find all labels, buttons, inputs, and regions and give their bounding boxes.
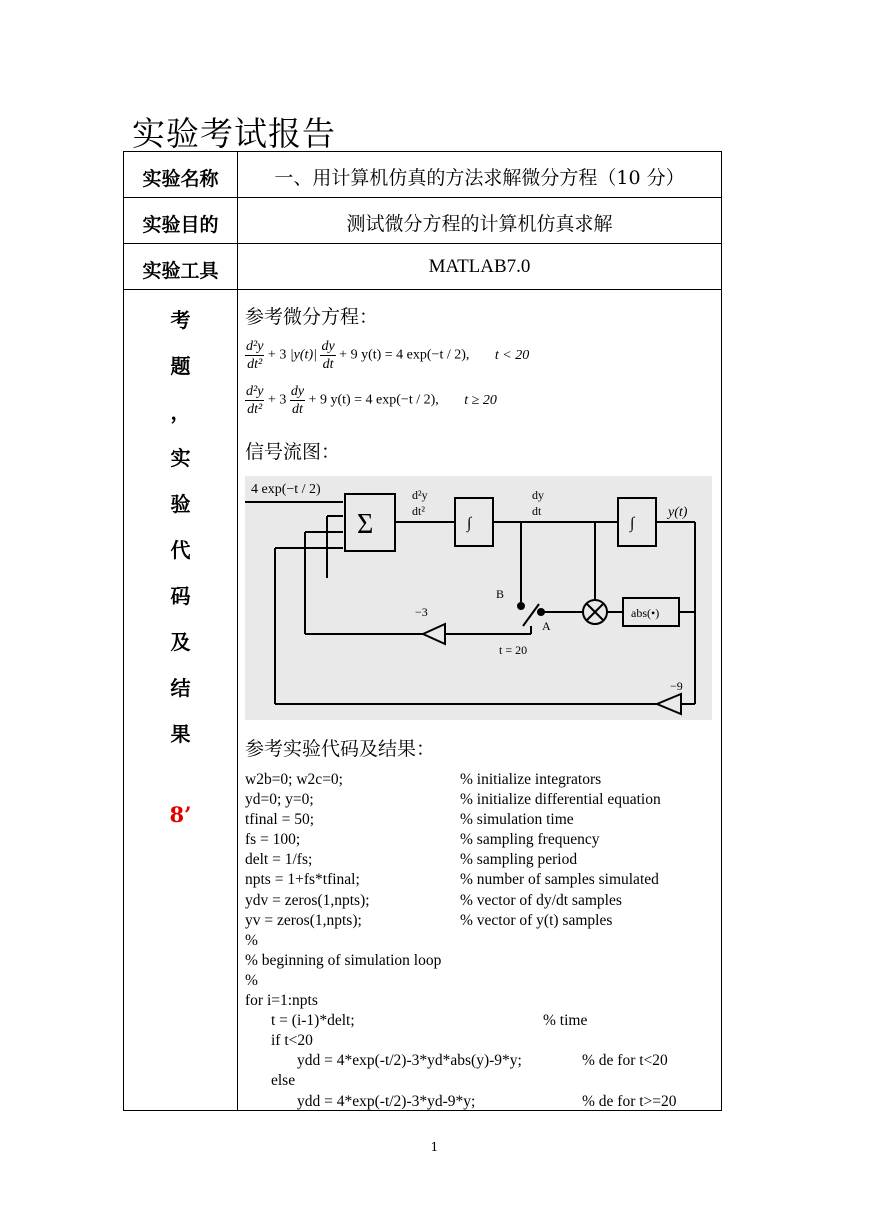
code-line [245, 1051, 668, 1071]
output-label: y(t) [668, 505, 688, 520]
code-comment: % time [543, 1012, 588, 1030]
code-line [245, 951, 522, 971]
eq2-num2: dy [290, 384, 305, 399]
experiment-name-label: 实验名称 [142, 168, 219, 190]
code-comment: % de for t>=20 [582, 1092, 677, 1110]
sum-symbol: Σ [357, 509, 374, 540]
code-line [245, 870, 659, 890]
equation-heading: 参考微分方程： [245, 306, 379, 328]
eq2-den: dt² [247, 402, 263, 417]
code-block [245, 770, 677, 1112]
code-line [245, 971, 522, 991]
code-statement: ydd = 4*exp(-t/2)-3*yd*abs(y)-9*y; [297, 1052, 522, 1070]
vertical-char: 果 [170, 722, 191, 746]
row-divider [124, 197, 721, 198]
code-statement: else [271, 1072, 296, 1090]
code-comment: % de for t<20 [582, 1052, 668, 1070]
experiment-purpose-label: 实验目的 [142, 214, 219, 236]
section-label-vertical [124, 297, 237, 757]
experiment-tool-label: 实验工具 [142, 260, 219, 282]
code-line [245, 1071, 522, 1091]
code-statement: if t<20 [271, 1032, 313, 1050]
code-statement: fs = 100; [245, 831, 301, 849]
eq1-den2: dt [322, 357, 334, 372]
signal-flow-diagram [245, 476, 712, 720]
code-comment: % vector of y(t) samples [460, 911, 613, 929]
code-line [245, 891, 622, 911]
code-line [245, 931, 522, 951]
code-line [245, 1011, 588, 1031]
code-statement: % [245, 931, 258, 949]
vertical-char: 及 [170, 630, 191, 654]
eq1-den: dt² [247, 357, 263, 372]
eq1-abs: |y(t)| [289, 347, 317, 363]
experiment-tool-value: MATLAB7.0 [428, 256, 531, 277]
dy-label: dy [532, 488, 544, 502]
code-statement: ydv = zeros(1,npts); [245, 891, 370, 909]
switch-b-label: B [496, 587, 505, 601]
integrator-symbol: ∫ [467, 515, 472, 532]
code-line [245, 1031, 522, 1051]
code-statement: tfinal = 50; [245, 811, 315, 829]
vertical-char: 验 [170, 492, 191, 516]
code-statement: t = (i-1)*delt; [271, 1012, 355, 1030]
integrator-symbol: ∫ [630, 515, 635, 532]
column-divider [237, 152, 238, 1110]
eq2-rest: + 9 y(t) = 4 exp(−t / 2), [308, 392, 439, 408]
row-divider [124, 289, 721, 290]
page-number: 1 [430, 1140, 439, 1154]
switch-time-label: t = 20 [499, 643, 528, 657]
gain-9-label: −9 [670, 679, 683, 693]
eq1-num: d²y [246, 339, 264, 354]
abs-block-label: abs(•) [631, 606, 660, 620]
equation-2 [245, 383, 497, 418]
eq1-condition: t < 20 [494, 347, 530, 363]
experiment-name-value: 一、用计算机仿真的方法求解微分方程（10 分） [274, 167, 685, 189]
vertical-char: 代 [170, 538, 191, 562]
code-statement: npts = 1+fs*tfinal; [245, 871, 360, 889]
vertical-char: 结 [170, 676, 191, 700]
code-statement: % beginning of simulation loop [245, 951, 442, 969]
code-statement: yd=0; y=0; [245, 791, 314, 809]
eq2-term: + 3 [267, 392, 287, 408]
code-statement: delt = 1/fs; [245, 851, 313, 869]
code-line [245, 991, 522, 1011]
code-comment: % vector of dy/dt samples [460, 891, 622, 909]
code-line [245, 810, 574, 830]
code-comment: % simulation time [460, 811, 574, 829]
gain-3-label: −3 [415, 605, 428, 619]
switch-a-label: A [542, 619, 551, 633]
code-comment: % sampling frequency [460, 831, 600, 849]
code-statement: ydd = 4*exp(-t/2)-3*yd-9*y; [297, 1092, 476, 1110]
page-title: 实验考试报告 [132, 114, 336, 153]
code-statement: yv = zeros(1,npts); [245, 911, 362, 929]
score-mark: 8’ [169, 802, 192, 827]
vertical-char: 题 [170, 354, 191, 378]
code-heading: 参考实验代码及结果： [245, 738, 436, 760]
eq2-num: d²y [246, 384, 264, 399]
code-line [245, 770, 602, 790]
code-statement: % [245, 971, 258, 989]
eq2-condition: t ≥ 20 [464, 392, 497, 408]
code-line [245, 790, 661, 810]
code-comment: % sampling period [460, 851, 578, 869]
d2y-label: d²y [412, 488, 428, 502]
vertical-char: 实 [170, 446, 191, 470]
code-comment: % initialize integrators [460, 771, 602, 788]
report-table [123, 151, 722, 1111]
code-statement: for i=1:npts [245, 992, 318, 1010]
vertical-char: ， [170, 400, 191, 424]
eq1-rest: + 9 y(t) = 4 exp(−t / 2), [339, 347, 470, 363]
code-comment: % initialize differential equation [460, 791, 661, 809]
code-line [245, 830, 600, 850]
eq2-den2: dt [291, 402, 303, 417]
code-comment: % number of samples simulated [460, 871, 659, 889]
vertical-char: 码 [170, 584, 191, 608]
equation-1 [245, 338, 529, 373]
row-divider [124, 243, 721, 244]
vertical-char: 考 [170, 308, 191, 332]
flow-heading: 信号流图： [245, 441, 341, 463]
eq1-num2: dy [321, 339, 335, 354]
eq1-term: + 3 [267, 347, 287, 363]
experiment-purpose-value: 测试微分方程的计算机仿真求解 [346, 213, 613, 235]
code-statement: w2b=0; w2c=0; [245, 771, 343, 788]
diagram-input-label: 4 exp(−t / 2) [251, 482, 321, 497]
code-line [245, 850, 578, 870]
dt2-label: dt² [412, 504, 425, 518]
code-line [245, 1092, 677, 1112]
code-line [245, 911, 613, 931]
dt-label: dt [532, 504, 542, 518]
